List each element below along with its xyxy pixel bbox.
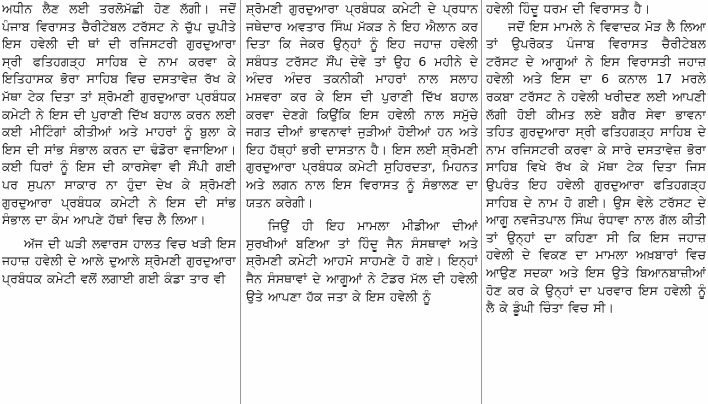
column-divider xyxy=(240,0,241,404)
paragraph: ਜਿਉਂ ਹੀ ਇਹ ਮਾਮਲਾ ਮੀਡੀਆ ਦੀਆਂ ਸੁਰਖੀਆਂ ਬਣਿਆ ਤਾਂ ਹਿੰਦੂ ਜੈਨ ਸੰਸਥਾਵਾਂ ਅਤੇ ਸ਼੍ਰੋਮਣੀ ਕਮੇਟੀ ਆਹਮੋ ਸਾਹਮਣੇ ਹੋ ਗਏ। ਇਨ੍ਹਾਂ ਜੈਨ ਸੰਸਥਾਵਾਂ ਦੇ ਆਗੂਆਂ ਨੇ ਟੋਡਰ ਮੱਲ ਦੀ ਹਵੇਲੀ ਉਤੇ ਆਪਣਾ ਹੱਕ ਜਤਾ ਕੇ ਇਸ ਹਵੇਲੀ ਨੂੰ xyxy=(246,218,478,304)
text-column-3 xyxy=(486,0,706,404)
text-column-2 xyxy=(246,0,478,404)
paragraph: ਜਦੋਂ ਇਸ ਮਾਮਲੇ ਨੇ ਵਿਵਾਦਕ ਮੋੜ ਲੈ ਲਿਆ ਤਾਂ ਉਪਰੋਕਤ ਪੰਜਾਬ ਵਿਰਾਸਤ ਚੈਰੀਟੇਬਲ ਟਰੱਸਟ ਦੇ ਆਗੂਆਂ ਨੇ ਇਸ ਵਿਰਾਸਤੀ ਜਹਾਜ਼ ਹਵੇਲੀ ਅਤੇ ਇਸ ਦਾ 6 ਕਨਾਲ 17 ਮਰਲੇ ਰਕਬਾ ਟਰੱਸਟ ਨੇ ਹਵੇਲੀ ਖਰੀਦਣ ਲਈ ਆਪਣੀ ਲੱਗੀ ਹੋਈ ਕੀਮਤ ਲਏ ਬਗੈਰ ਸੇਵਾ ਭਾਵਨਾ ਤਹਿਤ ਗੁਰਦੁਆਰਾ ਸ੍ਰੀ ਫਤਿਹਗੜ੍ਹ ਸਾਹਿਬ ਦੇ ਨਾਮ ਰਜਿਸਟਰੀ ਕਰਵਾ ਕੇ ਸਾਰੇ ਦਸਤਾਵੇਜ਼ ਭੋਰਾ ਸਾਹਿਬ ਵਿਖੇ ਰੱਖ ਕੇ ਮੱਥਾ ਟੇਕ ਦਿਤਾ ਜਿਸ ਉਪਰੰਤ ਇਹ ਹਵੇਲੀ ਗੁਰਦੁਆਰਾ ਫਤਿਹਗੜ੍ਹ ਸਾਹਿਬ ਦੇ ਨਾਮ ਹੋ ਗਈ। ਉਸ ਵੇਲੇ ਟਰੱਸਟ ਦੇ ਆਗੂ ਨਵਜੋਤਪਾਲ ਸਿੰਘ ਰੰਧਾਵਾ ਨਾਲ ਗੱਲ ਕੀਤੀ ਤਾਂ ਉਨ੍ਹਾਂ ਦਾ ਕਹਿਣਾ ਸੀ ਕਿ ਇਸ ਜਹਾਜ਼ ਹਵੇਲੀ ਦੇ ਵਿਕਣ ਦਾ ਮਾਮਲਾ ਅਖ਼ਬਾਰਾਂ ਵਿਚ ਆਉਣ ਸਦਕਾ ਅਤੇ ਇਸ ਉਤੇ ਬਿਆਨਬਾਜ਼ੀਆਂ ਹੋਣ ਕਰ ਕੇ ਉਨ੍ਹਾਂ ਦਾ ਪਰਵਾਰ ਇਸ ਹਵੇਲੀ ਨੂੰ ਲੈ ਕੇ ਡੂੰਘੀ ਚਿੰਤਾ ਵਿਚ ਸੀ। xyxy=(486,18,706,316)
paragraph: ਅਧੀਨ ਲੈਣ ਲਈ ਤਰਲੋਮੱਛੀ ਹੋਣ ਲੱਗੀ। ਜਦੋਂ ਪੰਜਾਬ ਵਿਰਾਸਤ ਚੈਰੀਟੇਬਲ ਟਰੱਸਟ ਨੇ ਚੁੱਪ ਚੁਪੀਤੇ ਇਸ ਹਵੇਲੀ ਦੀ ਥਾਂ ਦੀ ਰਜਿਸਟਰੀ ਗੁਰਦੁਆਰਾ ਸ੍ਰੀ ਫਤਿਹਗੜ੍ਹ ਸਾਹਿਬ ਦੇ ਨਾਮ ਕਰਵਾ ਕੇ ਇਤਿਹਾਸਕ ਭੋਰਾ ਸਾਹਿਬ ਵਿਚ ਦਸਤਾਵੇਜ਼ ਰੱਖ ਕੇ ਮੱਥਾ ਟੇਕ ਦਿਤਾ ਤਾਂ ਸ਼੍ਰੋਮਣੀ ਗੁਰਦੁਆਰਾ ਪ੍ਰਬੰਧਕ ਕਮੇਟੀ ਨੇ ਇਸ ਦੀ ਪੁਰਾਣੀ ਦਿੱਖ ਬਹਾਲ ਕਰਨ ਲਈ ਕਈ ਮੀਟਿੰਗਾਂ ਕੀਤੀਆਂ ਅਤੇ ਮਾਹਰਾਂ ਨੂੰ ਬੁਲਾ ਕੇ ਇਸ ਦੀ ਸਾਂਭ ਸੰਭਾਲ ਕਰਨ ਦਾ ਢੰਡੋਰਾ ਵਜਾਇਆ। ਕਈ ਧਿਰਾਂ ਨੂੰ ਇਸ ਦੀ ਕਾਰਸੇਵਾ ਵੀ ਸੌਂਪੀ ਗਈ ਪਰ ਸੁਪਨਾ ਸਾਕਾਰ ਨਾ ਹੁੰਦਾ ਦੇਖ ਕੇ ਸ਼੍ਰੋਮਣੀ ਗੁਰਦੁਆਰਾ ਪ੍ਰਬੰਧਕ ਕਮੇਟੀ ਨੇ ਇਸ ਦੀ ਸਾਂਭ ਸੰਭਾਲ ਦਾ ਕੰਮ ਆਪਣੇ ਹੱਥਾਂ ਵਿਚ ਲੈ ਲਿਆ। xyxy=(2,1,236,228)
paragraph: ਹਵੇਲੀ ਹਿੰਦੂ ਧਰਮ ਦੀ ਵਿਰਾਸਤ ਹੈ। xyxy=(486,1,651,16)
text-column-1 xyxy=(2,0,236,404)
paragraph: ਅੱਜ ਦੀ ਘੜੀ ਲਵਾਰਸ ਹਾਲਤ ਵਿਚ ਖੜੀ ਇਸ ਜਹਾਜ਼ ਹਵੇਲੀ ਦੇ ਆਲੇ ਦੁਆਲੇ ਸ਼੍ਰੋਮਣੀ ਗੁਰਦੁਆਰਾ ਪ੍ਰਬੰਧਕ ਕਮੇਟੀ ਵਲੋਂ ਲਗਾਈ ਗਈ ਕੰਡਾ ਤਾਰ ਵੀ xyxy=(2,235,236,286)
paragraph: ਸ਼੍ਰੋਮਣੀ ਗੁਰਦੁਆਰਾ ਪ੍ਰਬੰਧਕ ਕਮੇਟੀ ਦੇ ਪ੍ਰਧਾਨ ਜਥੇਦਾਰ ਅਵਤਾਰ ਸਿੰਘ ਮੱਕੜ ਨੇ ਇਹ ਐਲਾਨ ਕਰ ਦਿਤਾ ਕਿ ਜੇਕਰ ਉਨ੍ਹਾਂ ਨੂੰ ਇਹ ਜਹਾਜ਼ ਹਵੇਲੀ ਸਬੰਧਤ ਟਰੱਸਟ ਸੌਂਪ ਦੇਵੇ ਤਾਂ ਉਹ 6 ਮਹੀਨੇ ਦੇ ਅੰਦਰ ਅੰਦਰ ਤਕਨੀਕੀ ਮਾਹਰਾਂ ਨਾਲ ਸਲਾਹ ਮਸ਼ਵਰਾ ਕਰ ਕੇ ਇਸ ਦੀ ਪੁਰਾਣੀ ਦਿੱਖ ਬਹਾਲ ਕਰਵਾ ਦੇਣਗੇ ਕਿਉਂਕਿ ਇਸ ਹਵੇਲੀ ਨਾਲ ਸਮੁੱਚੇ ਜਗਤ ਦੀਆਂ ਭਾਵਨਾਵਾਂ ਜੁੜੀਆਂ ਹੋਈਆਂ ਹਨ ਅਤੇ ਇਹ ਹੱਥ੍ਹਾਂ ਭਰੀ ਦਾਸਤਾਨ ਹੈ। ਇਸ ਲਈ ਸ਼੍ਰੋਮਣੀ ਗੁਰਦੁਆਰਾ ਪ੍ਰਬੰਧਕ ਕਮੇਟੀ ਸੁਹਿਰਦਤਾ, ਮਿਹਨਤ ਅਤੇ ਲਗਨ ਨਾਲ ਇਸ ਵਿਰਾਸਤ ਨੂੰ ਸੰਭਾਲਣ ਦਾ ਯਤਨ ਕਰੇਗੀ। xyxy=(246,1,478,210)
column-divider xyxy=(481,0,482,404)
